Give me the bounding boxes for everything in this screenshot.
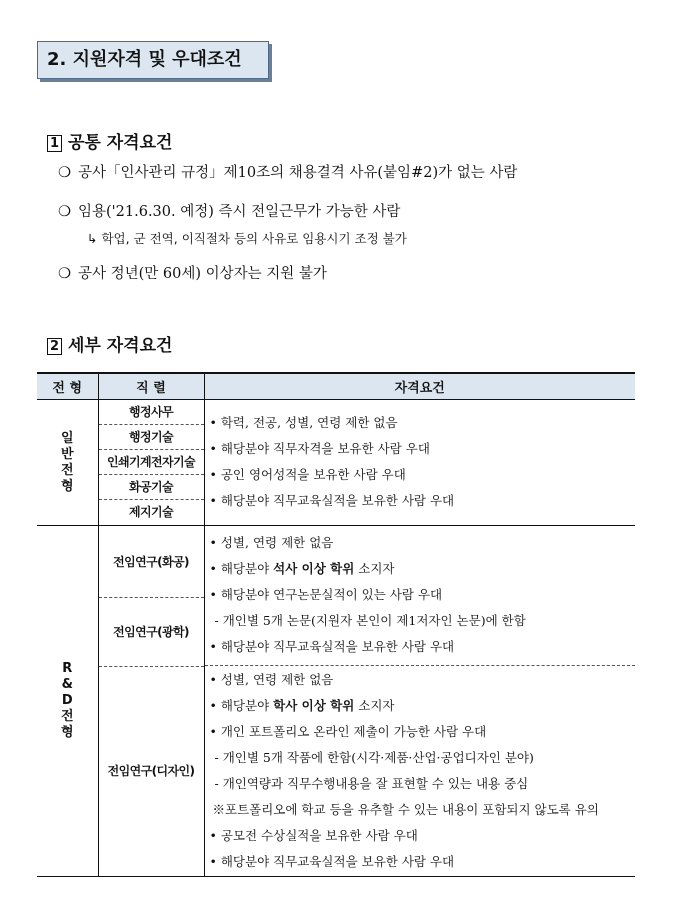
general-req-2: • 해당분야 직무자격을 보유한 사람 우대	[209, 441, 430, 456]
rnd-chem-req-4: - 개인별 5개 논문(지원자 본인이 제1저자인 논문)에 한함	[214, 613, 526, 628]
circle-bullet-icon: ❍	[58, 165, 71, 181]
job-chemical: 화공기술	[99, 475, 204, 500]
rnd-design-req-4: - 개인별 5개 작품에 한함(시각·제품·산업·공업디자인 분야)	[214, 750, 534, 765]
section-number-box: 2	[47, 338, 62, 355]
req-text: • 해당분야	[209, 561, 274, 576]
rnd-design-req-3: • 개인 포트폴리오 온라인 제출이 가능한 사람 우대	[209, 724, 487, 739]
header-job: 직 렬	[98, 373, 204, 400]
job-research-optics: 전임연구(광학)	[99, 598, 204, 667]
rnd-row	[37, 526, 635, 877]
req-bold-text: 석사 이상 학위	[273, 561, 355, 576]
general-reqs-cell	[204, 400, 635, 526]
rnd-reqs-cell	[204, 526, 635, 877]
common-item-2	[58, 200, 400, 221]
header-type: 전 형	[37, 373, 98, 400]
rnd-jobs-cell	[98, 526, 204, 877]
design-divider	[205, 665, 636, 875]
rnd-chem-req-2	[205, 556, 636, 582]
rnd-chem-req-3: • 해당분야 연구논문실적이 있는 사람 우대	[209, 587, 443, 602]
general-req-3: • 공인 영어성적을 보유한 사람 우대	[209, 467, 406, 482]
common-item-note: ↳ 학업, 군 전역, 이직절차 등의 사유로 임용시기 조정 불가	[87, 231, 407, 246]
rnd-design-req-8: • 해당분야 직무교육실적을 보유한 사람 우대	[209, 854, 455, 869]
general-req-1: • 학력, 전공, 성별, 연령 제한 없음	[209, 415, 398, 430]
common-item-3	[58, 262, 327, 283]
rnd-design-req-6: ※포트폴리오에 학교 등을 유추할 수 있는 내용이 포함되지 않도록 유의	[212, 802, 599, 817]
detail-requirements-title	[47, 331, 172, 356]
req-text: 소지자	[354, 698, 395, 713]
common-requirements-label: 공통 자격요건	[68, 133, 173, 153]
job-research-design: 전임연구(디자인)	[107, 764, 195, 778]
rnd-chem-req-1: • 성별, 연령 제한 없음	[209, 535, 334, 550]
rnd-design-req-5: - 개인역량과 직무수행내용을 잘 표현할 수 있는 내용 중심	[214, 776, 529, 791]
general-type-cell	[37, 400, 98, 526]
general-row	[37, 400, 635, 526]
table-header-row	[37, 373, 635, 400]
job-printing: 인쇄기계전자기술	[99, 450, 204, 475]
common-item-1	[58, 161, 517, 182]
section-title: 2. 지원자격 및 우대조건	[37, 41, 269, 79]
job-admin-tech: 행정기술	[99, 425, 204, 450]
detail-requirements-label: 세부 자격요건	[68, 336, 173, 356]
req-text: • 해당분야	[209, 698, 274, 713]
rnd-design-req-2	[205, 693, 636, 719]
general-req-4: • 해당분야 직무교육실적을 보유한 사람 우대	[209, 493, 455, 508]
req-text: 소지자	[354, 561, 395, 576]
common-item-text: 임용('21.6.30. 예정) 즉시 전일근무가 가능한 사람	[78, 204, 401, 220]
general-type-label: 일반전형	[60, 430, 74, 494]
job-paper: 제지기술	[129, 505, 173, 519]
rnd-design-req-7: • 공모전 수상실적을 보유한 사람 우대	[209, 828, 418, 843]
common-item-text: 공사 정년(만 60세) 이상자는 지원 불가	[78, 266, 327, 282]
section-number-box: 1	[47, 135, 62, 152]
common-item-text: 공사「인사관리 규정」제10조의 채용결격 사유(붙임#2)가 없는 사람	[78, 165, 518, 181]
rnd-type-cell	[37, 526, 98, 877]
rnd-design-req-1: • 성별, 연령 제한 없음	[209, 672, 334, 687]
rnd-type-label: R&D전형	[60, 661, 74, 740]
rnd-chem-req-5: • 해당분야 직무교육실적을 보유한 사람 우대	[209, 639, 455, 654]
general-jobs-cell	[98, 400, 204, 526]
job-admin: 행정사무	[99, 400, 204, 425]
circle-bullet-icon: ❍	[58, 204, 71, 220]
header-requirements: 자격요건	[204, 373, 635, 400]
job-research-chemical: 전임연구(화공)	[99, 526, 204, 598]
circle-bullet-icon: ❍	[58, 266, 71, 282]
common-requirements-title	[47, 128, 172, 153]
req-bold-text: 학사 이상 학위	[273, 698, 355, 713]
requirements-table	[37, 372, 635, 877]
